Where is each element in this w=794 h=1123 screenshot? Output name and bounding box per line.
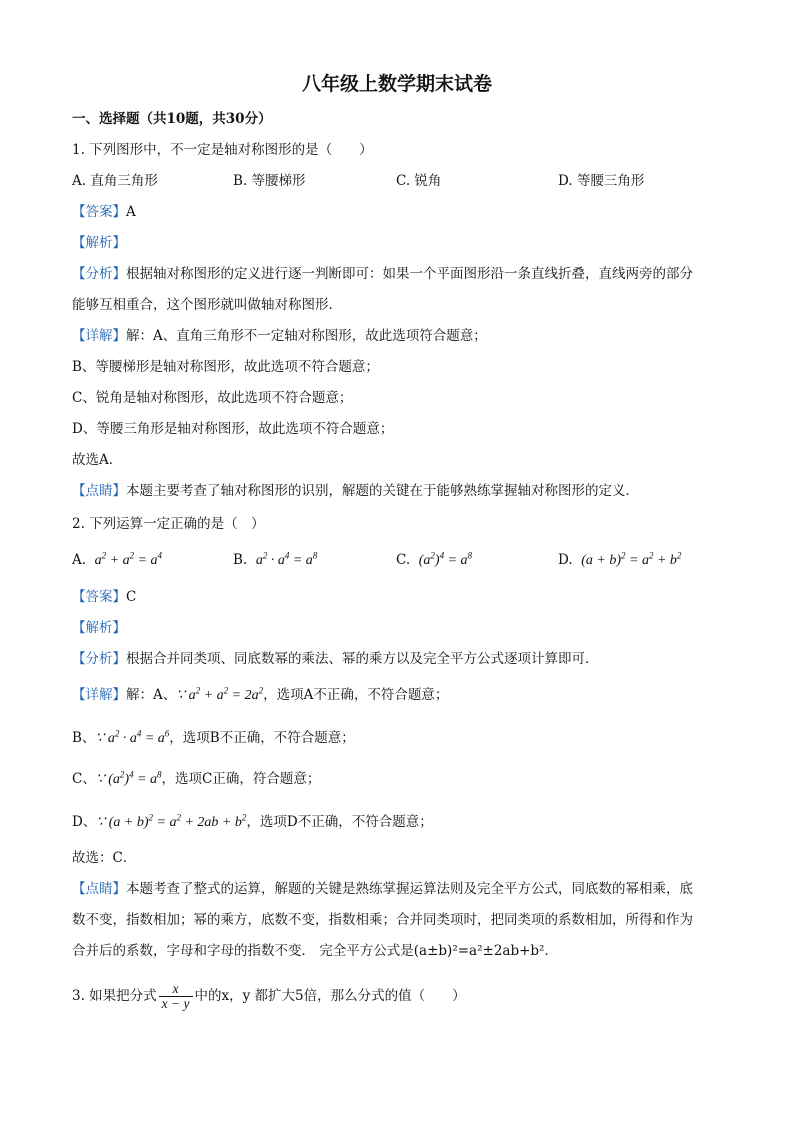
xj-prefix: 解：A、 bbox=[126, 687, 177, 703]
q3-stem-pre: 3. 如果把分式 bbox=[72, 988, 157, 1004]
q1-conclusion: 故选A． bbox=[72, 452, 123, 468]
math-expr: $(a^2)^4 = a^8$ bbox=[418, 550, 473, 568]
q1-stem: 1. 下列图形中，不一定是轴对称图形的是（ ） bbox=[72, 142, 373, 158]
q2-option-a bbox=[72, 551, 162, 570]
q1-fenxi bbox=[72, 265, 693, 283]
q2-option-c bbox=[396, 551, 472, 570]
fenxi-tag: 【分析】 bbox=[72, 266, 126, 282]
fraction bbox=[159, 982, 193, 1011]
q2-dianjing bbox=[72, 880, 693, 898]
q1-line-c: C、锐角是轴对称图形，故此选项不符合题意； bbox=[72, 390, 353, 406]
dianjing-text: 本题考查了整式的运算，解题的关键是熟练掌握运算法则及完全平方公式，同底数的幂相乘，底 bbox=[126, 881, 693, 897]
xj-tail: ，选项A不正确，不符合题意； bbox=[263, 687, 449, 703]
dianjing-tag: 【点睛】 bbox=[72, 881, 126, 897]
q1-option-b: B. 等腰梯形 bbox=[233, 173, 306, 189]
math-expr: $(a + b)^2 = a^2 + b^2$ bbox=[581, 550, 682, 568]
page-title: 八年级上数学期末试卷 bbox=[301, 73, 492, 95]
q1-option-d: D. 等腰三角形 bbox=[558, 173, 645, 189]
q1-option-a: A. 直角三角形 bbox=[72, 173, 158, 189]
math-expr: $a^2 + a^2 = a^4$ bbox=[94, 550, 163, 568]
option-label: C. bbox=[396, 552, 411, 568]
q1-line-d: D、等腰三角形是轴对称图形，故此选项不符合题意； bbox=[72, 421, 394, 437]
q2-xiangjie-a bbox=[72, 686, 448, 705]
q1-answer bbox=[72, 203, 136, 221]
xj-tail: ，选项D不正确，不符合题意； bbox=[246, 814, 433, 830]
xj-prefix: C、 bbox=[72, 771, 96, 787]
q2-dianjing-cont-1: 数不变，指数相加；幂的乘方，底数不变，指数相乘；合并同类项时，把同类项的系数相加，所得和作为 bbox=[72, 912, 693, 928]
xiangjie-tag: 【详解】 bbox=[72, 328, 126, 344]
q1-dianjing bbox=[72, 482, 639, 500]
q2-option-d bbox=[558, 551, 681, 570]
answer-value: C bbox=[126, 589, 137, 605]
q2-dianjing-cont-2: 合并后的系数，字母和字母的指数不变． 完全平方公式是(a±b)²=a²±2ab+b²． bbox=[72, 943, 558, 959]
xiangjie-tag: 【详解】 bbox=[72, 687, 126, 703]
q2-xiangjie-c bbox=[72, 770, 320, 789]
dianjing-text: 本题主要考查了轴对称图形的识别，解题的关键在于能够熟练掌握轴对称图形的定义． bbox=[126, 483, 639, 499]
q2-fenxi bbox=[72, 650, 599, 668]
math-expr: ∵ $a^2 + a^2 = 2a^2$ bbox=[176, 685, 264, 703]
answer-value: A bbox=[126, 204, 136, 220]
q2-answer bbox=[72, 588, 136, 606]
dianjing-tag: 【点睛】 bbox=[72, 483, 126, 499]
q1-option-c: C. 锐角 bbox=[396, 173, 442, 189]
xj-prefix: D、 bbox=[72, 814, 97, 830]
q2-stem: 2. 下列运算一定正确的是（ ） bbox=[72, 516, 265, 532]
q2-analysis-tag: 【解析】 bbox=[72, 620, 126, 636]
fenxi-text: 根据轴对称图形的定义进行逐一判断即可：如果一个平面图形沿一条直线折叠，直线两旁的部分 bbox=[126, 266, 693, 282]
option-label: D. bbox=[558, 552, 573, 568]
q2-xiangjie-b bbox=[72, 729, 355, 748]
fenxi-text: 根据合并同类项、同底数幂的乘法、幂的乘方以及完全平方公式逐项计算即可． bbox=[126, 651, 599, 667]
q1-xiangjie bbox=[72, 327, 487, 345]
xj-prefix: B、 bbox=[72, 730, 96, 746]
xj-tail: ，选项B不正确，不符合题意； bbox=[169, 730, 355, 746]
fenxi-tag: 【分析】 bbox=[72, 651, 126, 667]
q2-conclusion: 故选：C． bbox=[72, 850, 137, 866]
q3-stem bbox=[72, 980, 466, 1012]
math-expr: ∵ $a^2 \cdot a^4 = a^6$ bbox=[95, 728, 170, 746]
option-label: A. bbox=[72, 552, 87, 568]
xiangjie-text: 解：A、直角三角形不一定轴对称图形，故此选项符合题意； bbox=[126, 328, 487, 344]
math-expr: ∵ $(a + b)^2 = a^2 + 2ab + b^2$ bbox=[96, 812, 247, 830]
fraction-denominator: x − y bbox=[161, 996, 190, 1011]
q2-xiangjie-d bbox=[72, 813, 433, 832]
section-heading: 一、选择题（共10题，共30分） bbox=[72, 111, 272, 127]
q1-line-b: B、等腰梯形是轴对称图形，故此选项不符合题意； bbox=[72, 359, 379, 375]
math-expr: $a^2 \cdot a^4 = a^8$ bbox=[255, 550, 318, 568]
q1-fenxi-cont: 能够互相重合，这个图形就叫做轴对称图形． bbox=[72, 297, 342, 313]
q3-stem-post: 中的x，y 都扩大5倍，那么分式的值（ ） bbox=[194, 988, 466, 1004]
q2-option-b bbox=[233, 551, 317, 570]
fraction-numerator: x bbox=[159, 982, 193, 997]
math-expr: ∵ $(a^2)^4 = a^8$ bbox=[95, 769, 162, 787]
option-label: B. bbox=[233, 552, 248, 568]
xj-tail: ，选项C正确，符合题意； bbox=[161, 771, 321, 787]
q1-analysis-tag: 【解析】 bbox=[72, 235, 126, 251]
answer-tag: 【答案】 bbox=[72, 204, 126, 220]
answer-tag: 【答案】 bbox=[72, 589, 126, 605]
